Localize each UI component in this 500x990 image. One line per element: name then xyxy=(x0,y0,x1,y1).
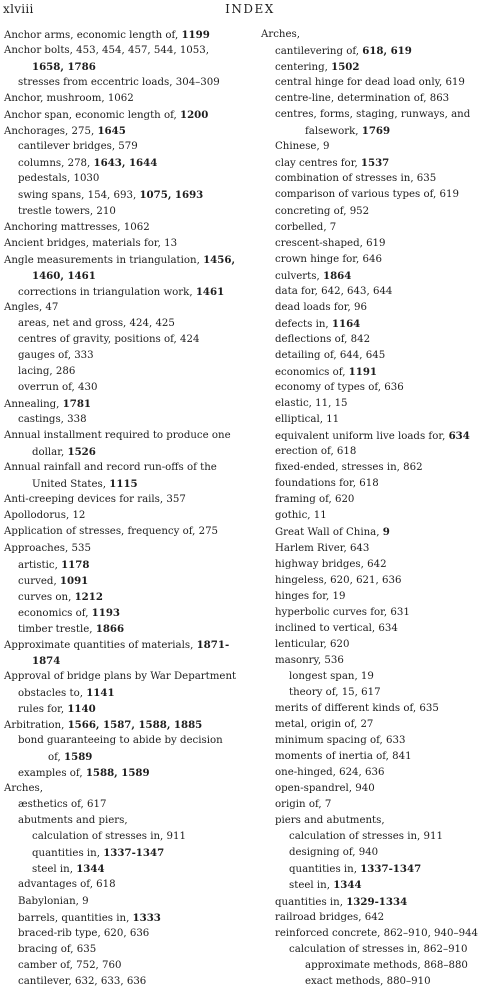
entry-text: calculation of stresses in, 862–910 xyxy=(289,943,468,955)
entry-text: castings, 338 xyxy=(18,414,87,426)
index-entry xyxy=(4,942,252,958)
entry-text: foundations for, 618 xyxy=(275,478,379,490)
entry-bold-pages: 1643, 1644 xyxy=(93,157,158,170)
entry-text: pedestals, 1030 xyxy=(18,173,100,185)
entry-text: Anchorages, 275, xyxy=(4,126,98,138)
index-entry xyxy=(4,589,252,605)
index-entry xyxy=(4,733,252,749)
index-entry xyxy=(4,541,252,557)
entry-text: crescent-shaped, 619 xyxy=(275,237,386,249)
index-entry xyxy=(4,252,252,268)
index-entry xyxy=(261,749,497,765)
index-entry xyxy=(261,557,497,573)
entry-text: Harlem River, 643 xyxy=(275,542,370,554)
index-entry xyxy=(261,252,497,268)
index-entry xyxy=(261,123,497,139)
index-entry xyxy=(261,332,497,348)
index-entry xyxy=(4,573,252,589)
index-entry xyxy=(4,701,252,717)
entry-text: rules for, xyxy=(18,703,68,715)
entry-bold-pages: 1115 xyxy=(109,478,138,491)
index-entry xyxy=(261,300,497,316)
entry-text: Annual rainfall and record run-offs of the xyxy=(4,462,217,474)
entry-text: gothic, 11 xyxy=(275,510,327,522)
entry-text: cantilevering of, xyxy=(275,46,363,58)
entry-bold-pages: 1588, 1589 xyxy=(85,767,150,780)
entry-text: Apollodorus, 12 xyxy=(4,510,86,522)
entry-text: reinforced concrete, 862–910, 940–944 xyxy=(275,927,479,939)
index-entry xyxy=(4,27,252,43)
index-entry xyxy=(4,444,252,460)
index-entry xyxy=(261,59,497,75)
entry-bold-pages: 1091 xyxy=(59,574,89,587)
entry-bold-pages: 1502 xyxy=(331,61,360,74)
entry-text: quantities in, xyxy=(275,896,347,908)
index-entry xyxy=(4,284,252,300)
entry-text: falsework, xyxy=(305,126,362,138)
entry-text: theory of, 15, 617 xyxy=(289,686,381,698)
entry-bold-pages: 9 xyxy=(382,526,390,539)
entry-text: hingeless, 620, 621, 636 xyxy=(275,574,402,586)
entry-bold-pages: 1874 xyxy=(32,654,61,667)
index-entry xyxy=(261,508,497,524)
entry-text: overrun of, 430 xyxy=(18,382,98,394)
index-entry xyxy=(261,910,497,926)
index-entry xyxy=(261,364,497,380)
index-entry xyxy=(4,749,252,765)
index-entry xyxy=(261,220,497,236)
entry-text: advantages of, 618 xyxy=(18,879,116,891)
index-entry xyxy=(261,829,497,845)
index-entry xyxy=(4,59,252,75)
entry-text: Great Wall of China, xyxy=(275,527,383,539)
entry-bold-pages: 1075, 1693 xyxy=(139,189,204,202)
index-entry xyxy=(261,348,497,364)
entry-text: gauges of, 333 xyxy=(18,349,94,361)
entry-text: Angles, 47 xyxy=(4,301,59,313)
entry-text: framing of, 620 xyxy=(275,494,355,506)
entry-text: braced-rib type, 620, 636 xyxy=(18,927,150,939)
entry-text: fixed-ended, stresses in, 862 xyxy=(275,462,423,474)
index-entry xyxy=(261,974,497,990)
entry-text: steel in, xyxy=(32,864,77,876)
entry-text: quantities in, xyxy=(289,864,361,876)
entry-text: Annealing, xyxy=(4,399,63,411)
entry-text: moments of inertia of, 841 xyxy=(275,751,412,763)
index-entry xyxy=(4,877,252,893)
entry-text: obstacles to, xyxy=(18,687,87,699)
index-entry xyxy=(261,541,497,557)
entry-text: Approval of bridge plans by War Department xyxy=(4,670,237,682)
index-entry xyxy=(4,829,252,845)
index-entry xyxy=(4,187,252,203)
entry-text: camber of, 752, 760 xyxy=(18,959,122,971)
entry-text: Anchoring mattresses, 1062 xyxy=(4,221,150,233)
entry-text: open-spandrel, 940 xyxy=(275,783,375,795)
index-entry xyxy=(4,669,252,685)
index-entry xyxy=(261,701,497,717)
entry-bold-pages: 1658, 1786 xyxy=(32,61,96,74)
entry-text: timber trestle, xyxy=(18,623,96,635)
index-entry xyxy=(261,444,497,460)
entry-text: elliptical, 11 xyxy=(275,414,340,426)
index-entry xyxy=(4,492,252,508)
entry-text: Chinese, 9 xyxy=(275,141,330,153)
entry-text: elastic, 11, 15 xyxy=(275,398,348,410)
entry-bold-pages: 1140 xyxy=(67,702,96,715)
entry-text: curved, xyxy=(18,575,60,587)
entry-bold-pages: 1333 xyxy=(132,911,161,924)
index-entry xyxy=(261,268,497,284)
index-entry xyxy=(4,171,252,187)
entry-text: of, xyxy=(48,752,65,764)
entry-text: columns, 278, xyxy=(18,158,94,170)
entry-text: swing spans, 154, 693, xyxy=(18,190,140,202)
index-entry xyxy=(261,492,497,508)
entry-text: Approaches, 535 xyxy=(4,542,91,554)
entry-text: origin of, 7 xyxy=(275,799,332,811)
index-entry xyxy=(261,187,497,203)
entry-bold-pages: 1461 xyxy=(195,285,225,298)
entry-bold-pages: 1199 xyxy=(181,29,210,41)
entry-text: exact methods, 880–910 xyxy=(305,975,431,987)
entry-text: Anchor bolts, 453, 454, 457, 544, 1053, xyxy=(4,45,209,57)
entry-text: centre-line, determination of, 863 xyxy=(275,93,450,105)
entry-text: corrections in triangulation work, xyxy=(18,286,196,298)
index-entry xyxy=(4,412,252,428)
entry-bold-pages: 1344 xyxy=(76,863,105,876)
index-entry xyxy=(4,910,252,926)
entry-text: artistic, xyxy=(18,559,62,571)
index-entry xyxy=(261,621,497,637)
entry-bold-pages: 618, 619 xyxy=(362,45,412,58)
entry-text: bond guaranteeing to abide by decision xyxy=(18,735,223,747)
index-entry xyxy=(261,926,497,942)
index-entry xyxy=(261,460,497,476)
index-entry xyxy=(261,428,497,444)
index-entry xyxy=(4,781,252,797)
index-entry xyxy=(4,653,252,669)
entry-text: masonry, 536 xyxy=(275,654,344,666)
index-entry xyxy=(261,412,497,428)
index-entry xyxy=(261,284,497,300)
index-entry xyxy=(261,573,497,589)
entry-text: economy of types of, 636 xyxy=(275,382,404,394)
entry-text: United States, xyxy=(32,479,110,491)
index-entry xyxy=(261,637,497,653)
index-entry xyxy=(261,155,497,171)
entry-text: lenticular, 620 xyxy=(275,638,350,650)
index-entry xyxy=(261,685,497,701)
index-entry xyxy=(4,765,252,781)
entry-text: crown hinge for, 646 xyxy=(275,253,382,265)
index-entry xyxy=(4,861,252,877)
entry-bold-pages: 1344 xyxy=(333,879,362,892)
index-entry xyxy=(261,797,497,813)
entry-bold-pages: 1460, 1461 xyxy=(32,269,96,282)
index-entry xyxy=(4,926,252,942)
entry-text: centres of gravity, positions of, 424 xyxy=(18,333,200,345)
entry-text: deflections of, 842 xyxy=(275,333,371,345)
entry-text: abutments and piers, xyxy=(18,815,128,827)
index-entry xyxy=(4,605,252,621)
index-entry xyxy=(261,316,497,332)
entry-text: trestle towers, 210 xyxy=(18,205,116,217)
entry-text: Angle measurements in triangulation, xyxy=(4,254,204,266)
index-entry xyxy=(4,236,252,252)
index-entry xyxy=(261,813,497,829)
index-entry xyxy=(4,476,252,492)
index-entry xyxy=(4,508,252,524)
entry-bold-pages: 1141 xyxy=(86,686,115,699)
entry-text: railroad bridges, 642 xyxy=(275,911,385,923)
entry-text: designing of, 940 xyxy=(289,847,379,859)
entry-text: piers and abutments, xyxy=(275,815,385,827)
entry-text: Arches, xyxy=(261,29,300,40)
index-entry xyxy=(4,139,252,155)
entry-text: bracing of, 635 xyxy=(18,943,97,955)
index-entry xyxy=(4,460,252,476)
index-entry xyxy=(4,332,252,348)
entry-text: defects in, xyxy=(275,318,332,330)
index-entry xyxy=(261,75,497,91)
entry-bold-pages: 1200 xyxy=(180,109,209,122)
entry-bold-pages: 1781 xyxy=(62,398,92,411)
index-column-right xyxy=(261,27,497,990)
index-entry xyxy=(4,91,252,107)
index-entry xyxy=(261,861,497,877)
index-entry xyxy=(4,958,252,974)
index-entry xyxy=(4,348,252,364)
entry-bold-pages: 1191 xyxy=(348,365,378,378)
index-entry xyxy=(4,123,252,139)
index-entry xyxy=(261,589,497,605)
entry-text: Ancient bridges, materials for, 13 xyxy=(4,237,178,249)
index-entry xyxy=(261,476,497,492)
entry-bold-pages: 1566, 1587, 1588, 1885 xyxy=(67,719,203,732)
entry-text: economics of, xyxy=(18,607,92,619)
index-entry xyxy=(261,845,497,861)
entry-bold-pages: 1329-1334 xyxy=(346,895,408,908)
entry-text: highway bridges, 642 xyxy=(275,558,387,570)
index-entry xyxy=(4,845,252,861)
index-entry xyxy=(261,524,497,540)
entry-text: erection of, 618 xyxy=(275,446,357,458)
page-header xyxy=(0,0,500,22)
index-entry xyxy=(4,813,252,829)
entry-bold-pages: 1871- xyxy=(196,638,230,651)
entry-text: concreting of, 952 xyxy=(275,205,370,217)
index-entry xyxy=(261,171,497,187)
index-column-left xyxy=(4,27,252,990)
index-entry xyxy=(261,236,497,252)
index-entry xyxy=(261,958,497,974)
index-entry xyxy=(261,139,497,155)
index-entry xyxy=(4,685,252,701)
entry-text: minimum spacing of, 633 xyxy=(275,735,406,747)
index-entry xyxy=(261,717,497,733)
index-entry xyxy=(4,557,252,573)
entry-text: Arbitration, xyxy=(4,720,68,732)
index-entry xyxy=(4,797,252,813)
entry-bold-pages: 1866 xyxy=(95,622,125,635)
index-entry xyxy=(261,942,497,958)
index-entry xyxy=(4,43,252,59)
index-entry xyxy=(261,396,497,412)
index-entry xyxy=(261,605,497,621)
entry-text: metal, origin of, 27 xyxy=(275,719,374,731)
entry-bold-pages: 1164 xyxy=(331,317,361,330)
index-entry xyxy=(261,107,497,123)
entry-text: comparison of various types of, 619 xyxy=(275,189,459,201)
entry-text: stresses from eccentric loads, 304–309 xyxy=(18,77,220,89)
entry-text: examples of, xyxy=(18,768,86,780)
page-title: INDEX xyxy=(225,2,275,16)
entry-text: æsthetics of, 617 xyxy=(18,799,107,811)
index-entry xyxy=(4,894,252,910)
index-entry xyxy=(261,204,497,220)
entry-text: longest span, 19 xyxy=(289,670,374,682)
entry-text: Anchor arms, economic length of, xyxy=(4,30,182,41)
index-entry xyxy=(4,380,252,396)
index-entry xyxy=(4,621,252,637)
entry-text: Arches, xyxy=(4,783,43,795)
entry-bold-pages: 1864 xyxy=(322,269,352,282)
entry-text: Approximate quantities of materials, xyxy=(4,639,197,651)
index-entry xyxy=(4,396,252,412)
entry-bold-pages: 1456, xyxy=(203,253,235,266)
index-entry xyxy=(4,268,252,284)
entry-text: dollar, xyxy=(32,447,68,459)
entry-text: economics of, xyxy=(275,366,349,378)
entry-text: barrels, quantities in, xyxy=(18,912,133,924)
entry-text: data for, 642, 643, 644 xyxy=(275,285,393,297)
entry-text: merits of different kinds of, 635 xyxy=(275,702,439,714)
index-entry xyxy=(4,524,252,540)
entry-text: culverts, xyxy=(275,270,323,282)
index-entry xyxy=(261,894,497,910)
entry-bold-pages: 1769 xyxy=(361,125,391,138)
index-entry xyxy=(261,765,497,781)
entry-text: hyperbolic curves for, 631 xyxy=(275,606,410,618)
index-entry xyxy=(261,43,497,59)
entry-text: hinges for, 19 xyxy=(275,590,346,602)
index-entry xyxy=(4,220,252,236)
entry-text: lacing, 286 xyxy=(18,365,76,377)
index-entry xyxy=(261,653,497,669)
index-entry xyxy=(4,300,252,316)
entry-text: dead loads for, 96 xyxy=(275,301,367,313)
entry-bold-pages: 1645 xyxy=(97,125,126,138)
entry-bold-pages: 634 xyxy=(448,430,470,443)
index-entry xyxy=(261,669,497,685)
entry-bold-pages: 1178 xyxy=(61,558,90,571)
entry-text: curves on, xyxy=(18,591,75,603)
entry-text: calculation of stresses in, 911 xyxy=(289,831,443,843)
index-entry xyxy=(261,380,497,396)
index-entry xyxy=(4,637,252,653)
entry-text: Anchor span, economic length of, xyxy=(4,110,180,122)
index-entry xyxy=(4,75,252,91)
entry-text: approximate methods, 868–880 xyxy=(305,959,468,971)
page-number: xlviii xyxy=(3,2,34,16)
entry-bold-pages: 1537 xyxy=(360,157,390,170)
entry-text: Anti-creeping devices for rails, 357 xyxy=(4,494,186,506)
entry-text: centering, xyxy=(275,62,332,74)
index-entry xyxy=(261,877,497,893)
entry-text: cantilever bridges, 579 xyxy=(18,141,138,153)
entry-bold-pages: 1193 xyxy=(91,606,121,619)
entry-text: cantilever, 632, 633, 636 xyxy=(18,975,147,987)
entry-text: equivalent uniform live loads for, xyxy=(275,431,449,443)
entry-text: calculation of stresses in, 911 xyxy=(32,831,186,843)
entry-text: one-hinged, 624, 636 xyxy=(275,767,385,779)
entry-text: corbelled, 7 xyxy=(275,221,337,233)
entry-text: Annual installment required to produce one xyxy=(4,430,231,442)
index-entry xyxy=(261,781,497,797)
index-entry xyxy=(4,717,252,733)
entry-text: detailing of, 644, 645 xyxy=(275,349,386,361)
entry-bold-pages: 1337-1347 xyxy=(103,847,165,860)
index-entry xyxy=(4,155,252,171)
entry-text: clay centres for, xyxy=(275,158,361,170)
entry-text: Application of stresses, frequency of, 275 xyxy=(4,526,219,538)
entry-text: central hinge for dead load only, 619 xyxy=(275,77,465,89)
index-entry xyxy=(4,316,252,332)
index-entry xyxy=(261,733,497,749)
index-entry xyxy=(4,974,252,990)
index-entry xyxy=(4,107,252,123)
entry-bold-pages: 1337-1347 xyxy=(360,863,422,876)
entry-text: Babylonian, 9 xyxy=(18,895,89,907)
entry-bold-pages: 1212 xyxy=(74,590,103,603)
entry-text: quantities in, xyxy=(32,848,104,860)
index-entry xyxy=(4,364,252,380)
entry-text: inclined to vertical, 634 xyxy=(275,622,398,634)
entry-text: combination of stresses in, 635 xyxy=(275,173,437,185)
entry-text: Anchor, mushroom, 1062 xyxy=(4,93,134,105)
entry-bold-pages: 1589 xyxy=(64,751,93,764)
index-entry xyxy=(261,27,497,43)
index-entry xyxy=(4,204,252,220)
index-entry xyxy=(4,428,252,444)
entry-text: areas, net and gross, 424, 425 xyxy=(18,317,175,329)
entry-text: steel in, xyxy=(289,880,334,892)
entry-text: centres, forms, staging, runways, and xyxy=(275,109,471,121)
index-entry xyxy=(261,91,497,107)
entry-bold-pages: 1526 xyxy=(67,446,96,459)
